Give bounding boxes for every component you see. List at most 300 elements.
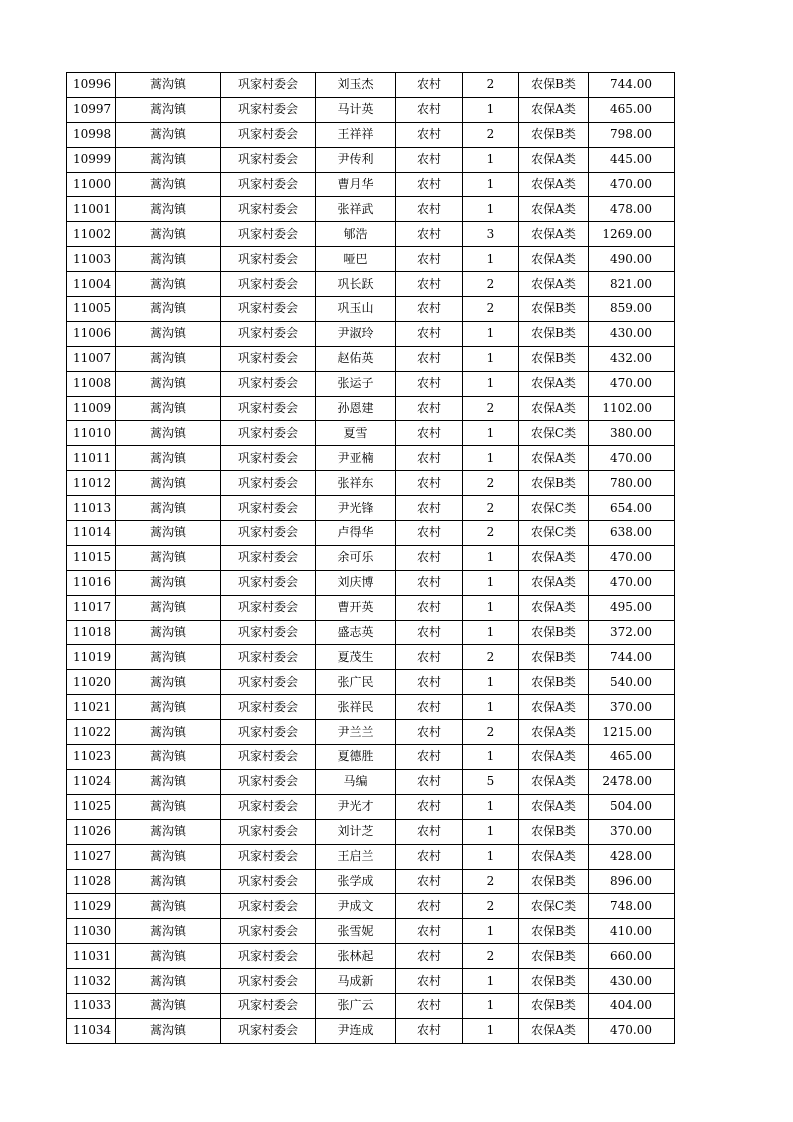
town-cell: 蒿沟镇	[116, 570, 221, 595]
table-row	[67, 297, 675, 322]
record-id-cell: 11023	[67, 745, 116, 770]
amount-cell: 465.00	[589, 745, 675, 770]
amount-cell: 478.00	[589, 197, 675, 222]
person-name-cell: 张雪妮	[316, 919, 396, 944]
town-cell: 蒿沟镇	[116, 894, 221, 919]
amount-cell: 495.00	[589, 595, 675, 620]
member-count-cell: 2	[463, 471, 519, 496]
member-count-cell: 1	[463, 620, 519, 645]
record-id-cell: 11004	[67, 272, 116, 297]
household-type-cell: 农村	[396, 197, 463, 222]
person-name-cell: 盛志英	[316, 620, 396, 645]
record-id-cell: 10997	[67, 97, 116, 122]
insurance-category-cell: 农保A类	[519, 570, 589, 595]
household-type-cell: 农村	[396, 645, 463, 670]
table-row	[67, 720, 675, 745]
record-id-cell: 11005	[67, 297, 116, 322]
person-name-cell: 刘玉杰	[316, 73, 396, 98]
town-cell: 蒿沟镇	[116, 147, 221, 172]
table-row	[67, 993, 675, 1018]
insurance-category-cell: 农保C类	[519, 894, 589, 919]
village-committee-cell: 巩家村委会	[221, 321, 316, 346]
household-type-cell: 农村	[396, 545, 463, 570]
record-id-cell: 11022	[67, 720, 116, 745]
person-name-cell: 马成新	[316, 969, 396, 994]
insurance-category-cell: 农保A类	[519, 720, 589, 745]
table-row	[67, 1018, 675, 1043]
member-count-cell: 1	[463, 97, 519, 122]
table-row	[67, 521, 675, 546]
town-cell: 蒿沟镇	[116, 794, 221, 819]
town-cell: 蒿沟镇	[116, 645, 221, 670]
village-committee-cell: 巩家村委会	[221, 471, 316, 496]
member-count-cell: 1	[463, 197, 519, 222]
member-count-cell: 2	[463, 645, 519, 670]
amount-cell: 432.00	[589, 346, 675, 371]
town-cell: 蒿沟镇	[116, 819, 221, 844]
record-id-cell: 11010	[67, 421, 116, 446]
amount-cell: 2478.00	[589, 769, 675, 794]
person-name-cell: 张广民	[316, 670, 396, 695]
record-id-cell: 11034	[67, 1018, 116, 1043]
person-name-cell: 郇浩	[316, 222, 396, 247]
person-name-cell: 马计英	[316, 97, 396, 122]
village-committee-cell: 巩家村委会	[221, 670, 316, 695]
member-count-cell: 5	[463, 769, 519, 794]
person-name-cell: 尹光锋	[316, 496, 396, 521]
household-type-cell: 农村	[396, 670, 463, 695]
assistance-table	[66, 72, 675, 1044]
amount-cell: 1215.00	[589, 720, 675, 745]
person-name-cell: 张祥武	[316, 197, 396, 222]
amount-cell: 821.00	[589, 272, 675, 297]
table-row	[67, 670, 675, 695]
table-row	[67, 745, 675, 770]
amount-cell: 404.00	[589, 993, 675, 1018]
person-name-cell: 王启兰	[316, 844, 396, 869]
village-committee-cell: 巩家村委会	[221, 570, 316, 595]
household-type-cell: 农村	[396, 944, 463, 969]
member-count-cell: 1	[463, 371, 519, 396]
town-cell: 蒿沟镇	[116, 695, 221, 720]
village-committee-cell: 巩家村委会	[221, 97, 316, 122]
insurance-category-cell: 农保A类	[519, 545, 589, 570]
town-cell: 蒿沟镇	[116, 521, 221, 546]
member-count-cell: 1	[463, 147, 519, 172]
insurance-category-cell: 农保A类	[519, 396, 589, 421]
amount-cell: 1102.00	[589, 396, 675, 421]
town-cell: 蒿沟镇	[116, 97, 221, 122]
record-id-cell: 11025	[67, 794, 116, 819]
insurance-category-cell: 农保B类	[519, 993, 589, 1018]
amount-cell: 430.00	[589, 321, 675, 346]
household-type-cell: 农村	[396, 222, 463, 247]
household-type-cell: 农村	[396, 570, 463, 595]
town-cell: 蒿沟镇	[116, 346, 221, 371]
household-type-cell: 农村	[396, 321, 463, 346]
member-count-cell: 2	[463, 720, 519, 745]
town-cell: 蒿沟镇	[116, 993, 221, 1018]
village-committee-cell: 巩家村委会	[221, 993, 316, 1018]
member-count-cell: 2	[463, 122, 519, 147]
town-cell: 蒿沟镇	[116, 396, 221, 421]
insurance-category-cell: 农保C类	[519, 421, 589, 446]
record-id-cell: 11027	[67, 844, 116, 869]
household-type-cell: 农村	[396, 122, 463, 147]
insurance-category-cell: 农保B类	[519, 670, 589, 695]
person-name-cell: 夏茂生	[316, 645, 396, 670]
table-row	[67, 695, 675, 720]
insurance-category-cell: 农保A类	[519, 147, 589, 172]
village-committee-cell: 巩家村委会	[221, 620, 316, 645]
record-id-cell: 11028	[67, 869, 116, 894]
village-committee-cell: 巩家村委会	[221, 147, 316, 172]
table-row	[67, 346, 675, 371]
member-count-cell: 1	[463, 570, 519, 595]
amount-cell: 744.00	[589, 73, 675, 98]
town-cell: 蒿沟镇	[116, 272, 221, 297]
insurance-category-cell: 农保A类	[519, 272, 589, 297]
record-id-cell: 11012	[67, 471, 116, 496]
record-id-cell: 11030	[67, 919, 116, 944]
member-count-cell: 2	[463, 869, 519, 894]
table-row	[67, 869, 675, 894]
insurance-category-cell: 农保B类	[519, 73, 589, 98]
table-row	[67, 496, 675, 521]
household-type-cell: 农村	[396, 894, 463, 919]
village-committee-cell: 巩家村委会	[221, 122, 316, 147]
insurance-category-cell: 农保B类	[519, 944, 589, 969]
household-type-cell: 农村	[396, 969, 463, 994]
village-committee-cell: 巩家村委会	[221, 869, 316, 894]
member-count-cell: 1	[463, 695, 519, 720]
member-count-cell: 2	[463, 944, 519, 969]
table-row	[67, 272, 675, 297]
person-name-cell: 巩长跃	[316, 272, 396, 297]
household-type-cell: 农村	[396, 695, 463, 720]
person-name-cell: 张林起	[316, 944, 396, 969]
person-name-cell: 张运子	[316, 371, 396, 396]
household-type-cell: 农村	[396, 720, 463, 745]
record-id-cell: 11029	[67, 894, 116, 919]
household-type-cell: 农村	[396, 446, 463, 471]
member-count-cell: 2	[463, 894, 519, 919]
member-count-cell: 1	[463, 595, 519, 620]
record-id-cell: 11026	[67, 819, 116, 844]
town-cell: 蒿沟镇	[116, 222, 221, 247]
record-id-cell: 11007	[67, 346, 116, 371]
table-row	[67, 545, 675, 570]
record-id-cell: 11031	[67, 944, 116, 969]
amount-cell: 1269.00	[589, 222, 675, 247]
town-cell: 蒿沟镇	[116, 371, 221, 396]
person-name-cell: 刘庆博	[316, 570, 396, 595]
member-count-cell: 1	[463, 421, 519, 446]
household-type-cell: 农村	[396, 844, 463, 869]
amount-cell: 430.00	[589, 969, 675, 994]
town-cell: 蒿沟镇	[116, 1018, 221, 1043]
insurance-category-cell: 农保A类	[519, 97, 589, 122]
table-row	[67, 919, 675, 944]
village-committee-cell: 巩家村委会	[221, 297, 316, 322]
person-name-cell: 曹月华	[316, 172, 396, 197]
household-type-cell: 农村	[396, 172, 463, 197]
insurance-category-cell: 农保B类	[519, 297, 589, 322]
member-count-cell: 1	[463, 321, 519, 346]
village-committee-cell: 巩家村委会	[221, 819, 316, 844]
town-cell: 蒿沟镇	[116, 421, 221, 446]
member-count-cell: 3	[463, 222, 519, 247]
amount-cell: 748.00	[589, 894, 675, 919]
amount-cell: 372.00	[589, 620, 675, 645]
person-name-cell: 尹亚楠	[316, 446, 396, 471]
person-name-cell: 王祥祥	[316, 122, 396, 147]
person-name-cell: 尹传利	[316, 147, 396, 172]
insurance-category-cell: 农保B类	[519, 122, 589, 147]
household-type-cell: 农村	[396, 396, 463, 421]
person-name-cell: 尹兰兰	[316, 720, 396, 745]
village-committee-cell: 巩家村委会	[221, 73, 316, 98]
town-cell: 蒿沟镇	[116, 446, 221, 471]
village-committee-cell: 巩家村委会	[221, 446, 316, 471]
amount-cell: 540.00	[589, 670, 675, 695]
member-count-cell: 1	[463, 819, 519, 844]
household-type-cell: 农村	[396, 346, 463, 371]
person-name-cell: 巩玉山	[316, 297, 396, 322]
town-cell: 蒿沟镇	[116, 769, 221, 794]
person-name-cell: 尹淑玲	[316, 321, 396, 346]
member-count-cell: 2	[463, 297, 519, 322]
table-row	[67, 446, 675, 471]
household-type-cell: 农村	[396, 147, 463, 172]
table-row	[67, 222, 675, 247]
village-committee-cell: 巩家村委会	[221, 695, 316, 720]
town-cell: 蒿沟镇	[116, 844, 221, 869]
record-id-cell: 11018	[67, 620, 116, 645]
member-count-cell: 1	[463, 446, 519, 471]
insurance-category-cell: 农保A类	[519, 844, 589, 869]
insurance-category-cell: 农保B类	[519, 321, 589, 346]
member-count-cell: 1	[463, 247, 519, 272]
person-name-cell: 哑巴	[316, 247, 396, 272]
insurance-category-cell: 农保C类	[519, 521, 589, 546]
table-row	[67, 97, 675, 122]
village-committee-cell: 巩家村委会	[221, 894, 316, 919]
insurance-category-cell: 农保B类	[519, 620, 589, 645]
town-cell: 蒿沟镇	[116, 545, 221, 570]
household-type-cell: 农村	[396, 247, 463, 272]
member-count-cell: 2	[463, 73, 519, 98]
amount-cell: 470.00	[589, 1018, 675, 1043]
town-cell: 蒿沟镇	[116, 496, 221, 521]
table-row	[67, 471, 675, 496]
insurance-category-cell: 农保B类	[519, 471, 589, 496]
village-committee-cell: 巩家村委会	[221, 521, 316, 546]
village-committee-cell: 巩家村委会	[221, 844, 316, 869]
table-row	[67, 122, 675, 147]
member-count-cell: 1	[463, 844, 519, 869]
member-count-cell: 1	[463, 794, 519, 819]
insurance-category-cell: 农保A类	[519, 446, 589, 471]
insurance-category-cell: 农保B类	[519, 969, 589, 994]
member-count-cell: 2	[463, 496, 519, 521]
table-row	[67, 894, 675, 919]
village-committee-cell: 巩家村委会	[221, 396, 316, 421]
table-row	[67, 172, 675, 197]
person-name-cell: 夏德胜	[316, 745, 396, 770]
town-cell: 蒿沟镇	[116, 670, 221, 695]
record-id-cell: 11014	[67, 521, 116, 546]
town-cell: 蒿沟镇	[116, 944, 221, 969]
person-name-cell: 刘计芝	[316, 819, 396, 844]
household-type-cell: 农村	[396, 521, 463, 546]
record-id-cell: 11013	[67, 496, 116, 521]
table-row	[67, 147, 675, 172]
record-id-cell: 10998	[67, 122, 116, 147]
village-committee-cell: 巩家村委会	[221, 919, 316, 944]
amount-cell: 470.00	[589, 172, 675, 197]
person-name-cell: 张学成	[316, 869, 396, 894]
insurance-category-cell: 农保A类	[519, 247, 589, 272]
table-row	[67, 73, 675, 98]
table-row	[67, 645, 675, 670]
household-type-cell: 农村	[396, 471, 463, 496]
record-id-cell: 11003	[67, 247, 116, 272]
amount-cell: 744.00	[589, 645, 675, 670]
table-row	[67, 819, 675, 844]
person-name-cell: 尹成文	[316, 894, 396, 919]
amount-cell: 660.00	[589, 944, 675, 969]
table-body	[67, 73, 675, 1044]
amount-cell: 490.00	[589, 247, 675, 272]
table-row	[67, 944, 675, 969]
record-id-cell: 11021	[67, 695, 116, 720]
insurance-category-cell: 农保A类	[519, 769, 589, 794]
table-row	[67, 247, 675, 272]
member-count-cell: 1	[463, 172, 519, 197]
table-row	[67, 396, 675, 421]
amount-cell: 470.00	[589, 570, 675, 595]
person-name-cell: 尹光才	[316, 794, 396, 819]
amount-cell: 445.00	[589, 147, 675, 172]
household-type-cell: 农村	[396, 919, 463, 944]
person-name-cell: 张广云	[316, 993, 396, 1018]
member-count-cell: 1	[463, 969, 519, 994]
record-id-cell: 11017	[67, 595, 116, 620]
village-committee-cell: 巩家村委会	[221, 794, 316, 819]
record-id-cell: 11002	[67, 222, 116, 247]
town-cell: 蒿沟镇	[116, 197, 221, 222]
person-name-cell: 张祥东	[316, 471, 396, 496]
town-cell: 蒿沟镇	[116, 471, 221, 496]
town-cell: 蒿沟镇	[116, 869, 221, 894]
village-committee-cell: 巩家村委会	[221, 969, 316, 994]
table-row	[67, 421, 675, 446]
record-id-cell: 11006	[67, 321, 116, 346]
insurance-category-cell: 农保B类	[519, 819, 589, 844]
record-id-cell: 11015	[67, 545, 116, 570]
village-committee-cell: 巩家村委会	[221, 645, 316, 670]
table-row	[67, 570, 675, 595]
amount-cell: 370.00	[589, 819, 675, 844]
insurance-category-cell: 农保A类	[519, 222, 589, 247]
insurance-category-cell: 农保A类	[519, 695, 589, 720]
member-count-cell: 1	[463, 545, 519, 570]
village-committee-cell: 巩家村委会	[221, 1018, 316, 1043]
household-type-cell: 农村	[396, 769, 463, 794]
amount-cell: 380.00	[589, 421, 675, 446]
town-cell: 蒿沟镇	[116, 321, 221, 346]
member-count-cell: 2	[463, 396, 519, 421]
town-cell: 蒿沟镇	[116, 620, 221, 645]
record-id-cell: 11024	[67, 769, 116, 794]
household-type-cell: 农村	[396, 819, 463, 844]
record-id-cell: 11016	[67, 570, 116, 595]
insurance-category-cell: 农保C类	[519, 496, 589, 521]
town-cell: 蒿沟镇	[116, 595, 221, 620]
town-cell: 蒿沟镇	[116, 720, 221, 745]
insurance-category-cell: 农保A类	[519, 371, 589, 396]
village-committee-cell: 巩家村委会	[221, 545, 316, 570]
table-row	[67, 969, 675, 994]
amount-cell: 638.00	[589, 521, 675, 546]
village-committee-cell: 巩家村委会	[221, 247, 316, 272]
household-type-cell: 农村	[396, 869, 463, 894]
household-type-cell: 农村	[396, 993, 463, 1018]
household-type-cell: 农村	[396, 371, 463, 396]
insurance-category-cell: 农保A类	[519, 794, 589, 819]
village-committee-cell: 巩家村委会	[221, 222, 316, 247]
record-id-cell: 11011	[67, 446, 116, 471]
insurance-category-cell: 农保B类	[519, 919, 589, 944]
member-count-cell: 1	[463, 745, 519, 770]
table-row	[67, 794, 675, 819]
insurance-category-cell: 农保B类	[519, 869, 589, 894]
record-id-cell: 11001	[67, 197, 116, 222]
amount-cell: 428.00	[589, 844, 675, 869]
insurance-category-cell: 农保A类	[519, 595, 589, 620]
household-type-cell: 农村	[396, 620, 463, 645]
person-name-cell: 余可乐	[316, 545, 396, 570]
village-committee-cell: 巩家村委会	[221, 595, 316, 620]
amount-cell: 370.00	[589, 695, 675, 720]
household-type-cell: 农村	[396, 595, 463, 620]
household-type-cell: 农村	[396, 1018, 463, 1043]
insurance-category-cell: 农保A类	[519, 197, 589, 222]
record-id-cell: 11032	[67, 969, 116, 994]
village-committee-cell: 巩家村委会	[221, 421, 316, 446]
record-id-cell: 11020	[67, 670, 116, 695]
town-cell: 蒿沟镇	[116, 969, 221, 994]
table-row	[67, 371, 675, 396]
household-type-cell: 农村	[396, 73, 463, 98]
household-type-cell: 农村	[396, 272, 463, 297]
household-type-cell: 农村	[396, 745, 463, 770]
insurance-category-cell: 农保A类	[519, 1018, 589, 1043]
member-count-cell: 1	[463, 1018, 519, 1043]
person-name-cell: 马编	[316, 769, 396, 794]
table-row	[67, 844, 675, 869]
person-name-cell: 夏雪	[316, 421, 396, 446]
amount-cell: 798.00	[589, 122, 675, 147]
insurance-category-cell: 农保A类	[519, 172, 589, 197]
amount-cell: 470.00	[589, 446, 675, 471]
insurance-category-cell: 农保B类	[519, 346, 589, 371]
member-count-cell: 1	[463, 919, 519, 944]
table-row	[67, 595, 675, 620]
village-committee-cell: 巩家村委会	[221, 769, 316, 794]
table-row	[67, 321, 675, 346]
